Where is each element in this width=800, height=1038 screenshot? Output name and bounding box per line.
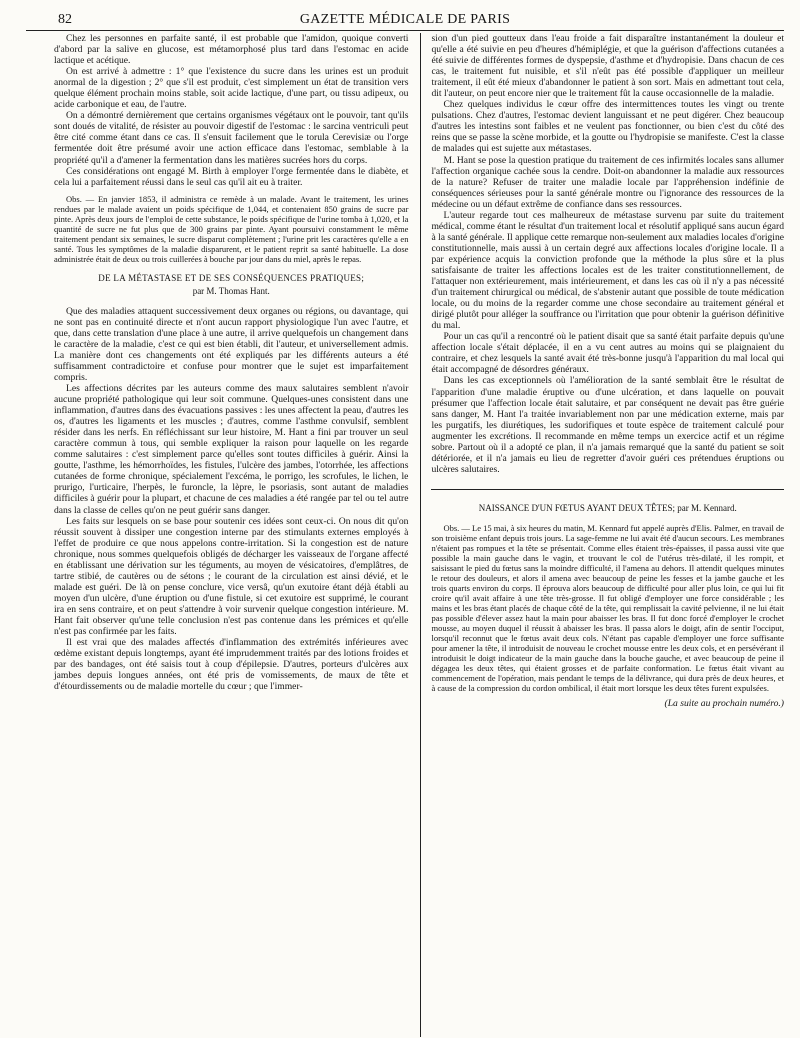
continued-note: (La suite au prochain numéro.) <box>664 697 784 709</box>
paragraph: On a démontré dernièrement que certains organismes végétaux ont le pouvoir, tant qu'ils sont doués de vitalité, de résister au pouvoir digestif de l'estomac : le sarcina ventriculi peut être cité comme étant dans ce cas. Il s'ensuit facilement que le torula Cerevisiæ ou l'orge fermentée doit être présumé avoir une action efficace dans l'estomac, semblable à la propriété qu'il a d'amener la fermentation dans les matières sucrées hors du corps. <box>54 110 409 166</box>
paragraph: L'auteur regarde tout ces malheureux de métastase survenu par suite du traitement médical, comme étant le résultat d'un traitement local et résolutif appliqué sans aucun égard à la santé générale. Il applique cette remarque non-seulement aux maladies locales d'origine constitutionnelle, mais aussi à un certain degré aux affections locales d'origine locale. Il a par expérience acquis la conviction profonde que la méthode la plus sûre et la plus satisfaisante de traiter les affections locales est de les traiter constitutionnellement, de l'attaquer non extérieurement, mais intérieurement, et dans les cas où il n'y a pas nécessité d'un traitement chirurgical ou médical, de s'abstenir autant que possible de toute médication locale, ou du moins de la regarder comme une chose secondaire au traitement général et dirigé plutôt pour alléger la souffrance ou l'irritation que pour obtenir la guérison définitive du mal. <box>431 209 784 332</box>
paragraph: On est arrivé à admettre : 1° que l'existence du sucre dans les urines est un produit anormal de la digestion ; 2° que s'il est produit, c'est simplement un état de transition vers quelque élément prochain moins stable, soit acide lactique, d'une part, ou tissu adipeux, ou acide carbonique et eau, de l'autre. <box>54 66 409 111</box>
right-column <box>420 33 784 1037</box>
paragraph: Il est vrai que des malades affectés d'inflammation des extrémités inférieures avec œdème existant depuis longtemps, ayant été imprudemment traités par des lotions froides et par des bandages, ont été saisis tout à coup d'épilepsie. D'autres, porteurs d'ulcères aux jambes depuis longues années, ont été pris de vomissements, de maux de tête et d'étourdissements ou de maladie mortelle du cœur ; que l'immer- <box>54 637 409 693</box>
paragraph: Les faits sur lesquels on se base pour soutenir ces idées sont ceux-ci. On nous dit qu'on réussit souvent à dissiper une congestion interne par des stimulants externes employés à l'effet de produire ce que nous appelons contre-irritation. Si la congestion est de nature chronique, nous sommes quelquefois obligés de décharger les vaisseaux de l'organe affecté en établissant une dérivation sur les téguments, au moyen de vésicatoires, d'emplâtres, de tartre stibié, de cautères ou de sétons ; le courant de la circulation est ainsi dévié, et le malade est guéri. De là on pense conclure, vice versâ, qu'un exutoire étant déjà établi au moyen d'un ulcère, d'une éruption ou d'une fistule, si cet exutoire est supprimé, le courant ira en sens contraire, et on peut s'attendre à voir survenir quelque congestion intérieure. M. Hant fait observer qu'une telle conclusion n'est pas contenue dans les prémices et qu'elle n'est pas confirmée par les faits. <box>54 515 409 638</box>
paragraph: Dans les cas exceptionnels où l'amélioration de la santé semblait être le résultat de l'apparition d'une maladie éruptive ou d'une ulcération, et dans laquelle on pouvait présumer que l'affection locale était salutaire, et par conséquent ne devait pas être guérie sans danger, M. Hant l'a traitée invariablement non par une médication externe, mais par les purgatifs, les diurétiques, les sudorifiques et toute espèce de traitement calculé pour augmenter les excrétions. Il recommande en même temps un exercice actif et un régime sobre. Partout où il a adopté ce plan, il n'a jamais remarqué que la santé du patient se soit détériorée, et il n'a jamais eu lieu de regretter d'avoir guéri ces prétendues éruptions ou ulcères salutaires. <box>431 375 784 475</box>
observation-note: Obs. — En janvier 1853, il administra ce remède à un malade. Avant le traitement, les urines rendues par le malade avaient un poids spécifique de 1,044, et contenaient 850 grains de sucre par pinte. Après deux jours de l'emploi de cette substance, le poids spécifique de l'urine tomba à 1,020, et la quantité de sucre ne fut plus que de 300 grains par pinte. Ayant poursuivi constamment le même traitement pendant six semaines, le sucre disparut complètement ; l'urine prit les caractères qu'elle a en santé. Tous les symptômes de la maladie disparurent, et le patient reprit sa santé habituelle. La dose administrée était de deux ou trois cuillerées à bouche par jour dans du miel, après le repas. <box>54 193 409 264</box>
section-author: par M. Thomas Hant. <box>192 285 270 296</box>
page-number: 82 <box>58 12 72 27</box>
paragraph: Chez les personnes en parfaite santé, il est probable que l'amidon, quoique converti d'abord par la salive en glucose, est métamorphosé plus tard dans l'estomac en acide lactique et acétique. <box>54 33 409 67</box>
paragraph: sion d'un pied goutteux dans l'eau froide a fait disparaître instantanément la douleur et qu'elle a été suivie en peu d'heures d'hémiplégie, et que la guérison d'affections cutanées a été suivie de différentes formes de dyspepsie, d'asthme et d'hydropisie. Dans chacun de ces cas, le traitement fut nuisible, et s'il n'eût pas été possible d'appliquer un meilleur traitement, il eût été mieux d'abandonner le patient à son sort. Mais en admettant tout cela, dit l'auteur, on peut encore nier que le traitement fût la cause occasionnelle de la maladie. <box>431 33 784 100</box>
paragraph: Que des maladies attaquent successivement deux organes ou régions, ou davantage, qui ne sont pas en continuité directe et n'ont aucun rapport physiologique l'un avec l'autre, et que, dans cette translation d'une place à une autre, il arrive quelquefois un changement dans le caractère de la maladie, c'est ce qui est bien établi, dit l'auteur, et universellement admis. La manière dont ces changements ont été expliqués par les différents auteurs a été suffisamment contradictoire et confuse pour montrer que le sujet est imparfaitement compris. <box>54 305 409 383</box>
paragraph: Les affections décrites par les auteurs comme des maux salutaires semblent n'avoir aucune propriété pathologique qui leur soit commune. Quelques-unes consistent dans une inflammation, d'autres dans des évacuations passives : les unes affectent la peau, d'autres les os, d'autres les ligaments et les muscles ; d'autres, comme l'asthme convulsif, semblent résider dans les nerfs. En réfléchissant sur leur histoire, M. Hant a fini par trouver un seul caractère commun à tous, qui semble expliquer la raison pour laquelle on les regarde comme salutaires : c'est simplement parce qu'elles sont toutes difficiles à guérir. Ainsi la goutte, l'asthme, les hémorrhoïdes, les fistules, l'ulcère des jambes, l'otorrhée, les affections cutanées de forme chronique, spécialement l'excéma, le porrigo, les scrofules, le lichen, le prurigo, l'urticaire, l'herpès, le furoncle, la lèpre, le psoriasis, sont autant de maladies difficiles à guérir pour la plupart, et chacune de ces maladies a été rangée par tel ou tel autre dans la classe de celles qu'on ne peut guérir sans danger. <box>54 382 409 516</box>
paragraph: Ces considérations ont engagé M. Birth à employer l'orge fermentée dans le diabète, et cela lui a parfaitement réussi dans le seul cas qu'il ait eu à traiter. <box>54 165 409 188</box>
section-title-kennard: NAISSANCE D'UN FŒTUS AYANT DEUX TÊTES; par M. Kennard. <box>478 502 737 513</box>
paragraph: Pour un cas qu'il a rencontré où le patient disait que sa santé était parfaite depuis qu'une affection locale s'était déplacée, il en a vu cent autres au moins qui se plaignaient du contraire, et chez lesquels la santé avait été très-bonne jusqu'à l'apparition du mal local qui était accompagné de désordres généraux. <box>431 331 784 376</box>
observation-note: Obs. — Le 15 mai, à six heures du matin, M. Kennard fut appelé auprès d'Elis. Palmer, en travail de son troisième enfant depuis trois jours. La sage-femme ne lui avait été d'aucun secours. Les membranes n'étaient pas rompues et la tête se présentait. Comme elles étaient très-épaisses, il passa aussi vite que possible la main gauche dans le vagin, et trouvant le col de l'utérus très-dilaté, il les rompit, et saisissant le pied du fœtus sans la moindre difficulté, il l'amena au dehors. Il attendit quelques minutes le retour des douleurs, et alors il amena avec beaucoup de peine les fesses et la jambe gauche et les trois quarts environ du corps. Il éprouva alors beaucoup de difficulté pour aller plus loin, ce qui lui fit croire qu'il avait affaire à une tête très-grosse. Il fut obligé d'employer une force considérable ; les mains et les bras étant placés de chaque côté de la tête, qui remplissait la cavité pelvienne, il ne lui était pas possible d'élever assez haut la main pour abaisser les bras. Il fut donc forcé d'employer le crochet mousse, au moyen duquel il réussit à abaisser les bras. Il passa alors le doigt, afin de sentir l'occiput, lorsqu'il reconnut que le fœtus avait deux cols. N'étant pas capable d'employer une force suffisante pour amener la tête, il introduisit de nouveau le crochet mousse entre les deux cols, et en persévérant il introduisit le doigt indicateur de la main gauche dans la bouche gauche, et avec beaucoup de peine il dégagea les deux têtes, qui étaient grosses et de parfaite conformation. Le fœtus était vivant au commencement de l'opération, mais pendant le temps de la délivrance, qui dura près de deux heures, et à cause de la compression du cordon ombilical, il était mort lorsque les deux têtes furent expulsées. <box>431 522 784 693</box>
section-divider <box>431 489 784 490</box>
paragraph: M. Hant se pose la question pratique du traitement de ces infirmités locales sans allumer l'affection organique cachée sous la cendre. Doit-on abandonner la maladie aux ressources de la nature? Refuser de traiter une maladie locale par l'appréhension indéfinie de conséquences sérieuses pour la santé générale montre ou l'ignorance des ressources de la médecine ou un défaut extrême de confiance dans ses ressources. <box>431 154 784 210</box>
left-column <box>26 33 420 1037</box>
journal-title: GAZETTE MÉDICALE DE PARIS <box>299 12 511 27</box>
page-header <box>26 10 784 31</box>
section-title-metastase: DE LA MÉTASTASE ET DE SES CONSÉQUENCES PRATIQUES; par M. Thomas Hant. <box>54 272 408 298</box>
article-columns <box>26 33 784 1037</box>
paragraph: Chez quelques individus le cœur offre des intermittences toutes les vingt ou trente pulsations. Chez d'autres, l'estomac devient languissant et ne peut digérer. Chez beaucoup d'autres les intestins sont faibles et ne veulent pas fonctionner, ou bien c'est du côté des reins que se passe la scène morbide, et la goutte ou l'hydropisie se manifeste. C'est la classe de malades qui est sujette aux métastases. <box>431 99 784 155</box>
